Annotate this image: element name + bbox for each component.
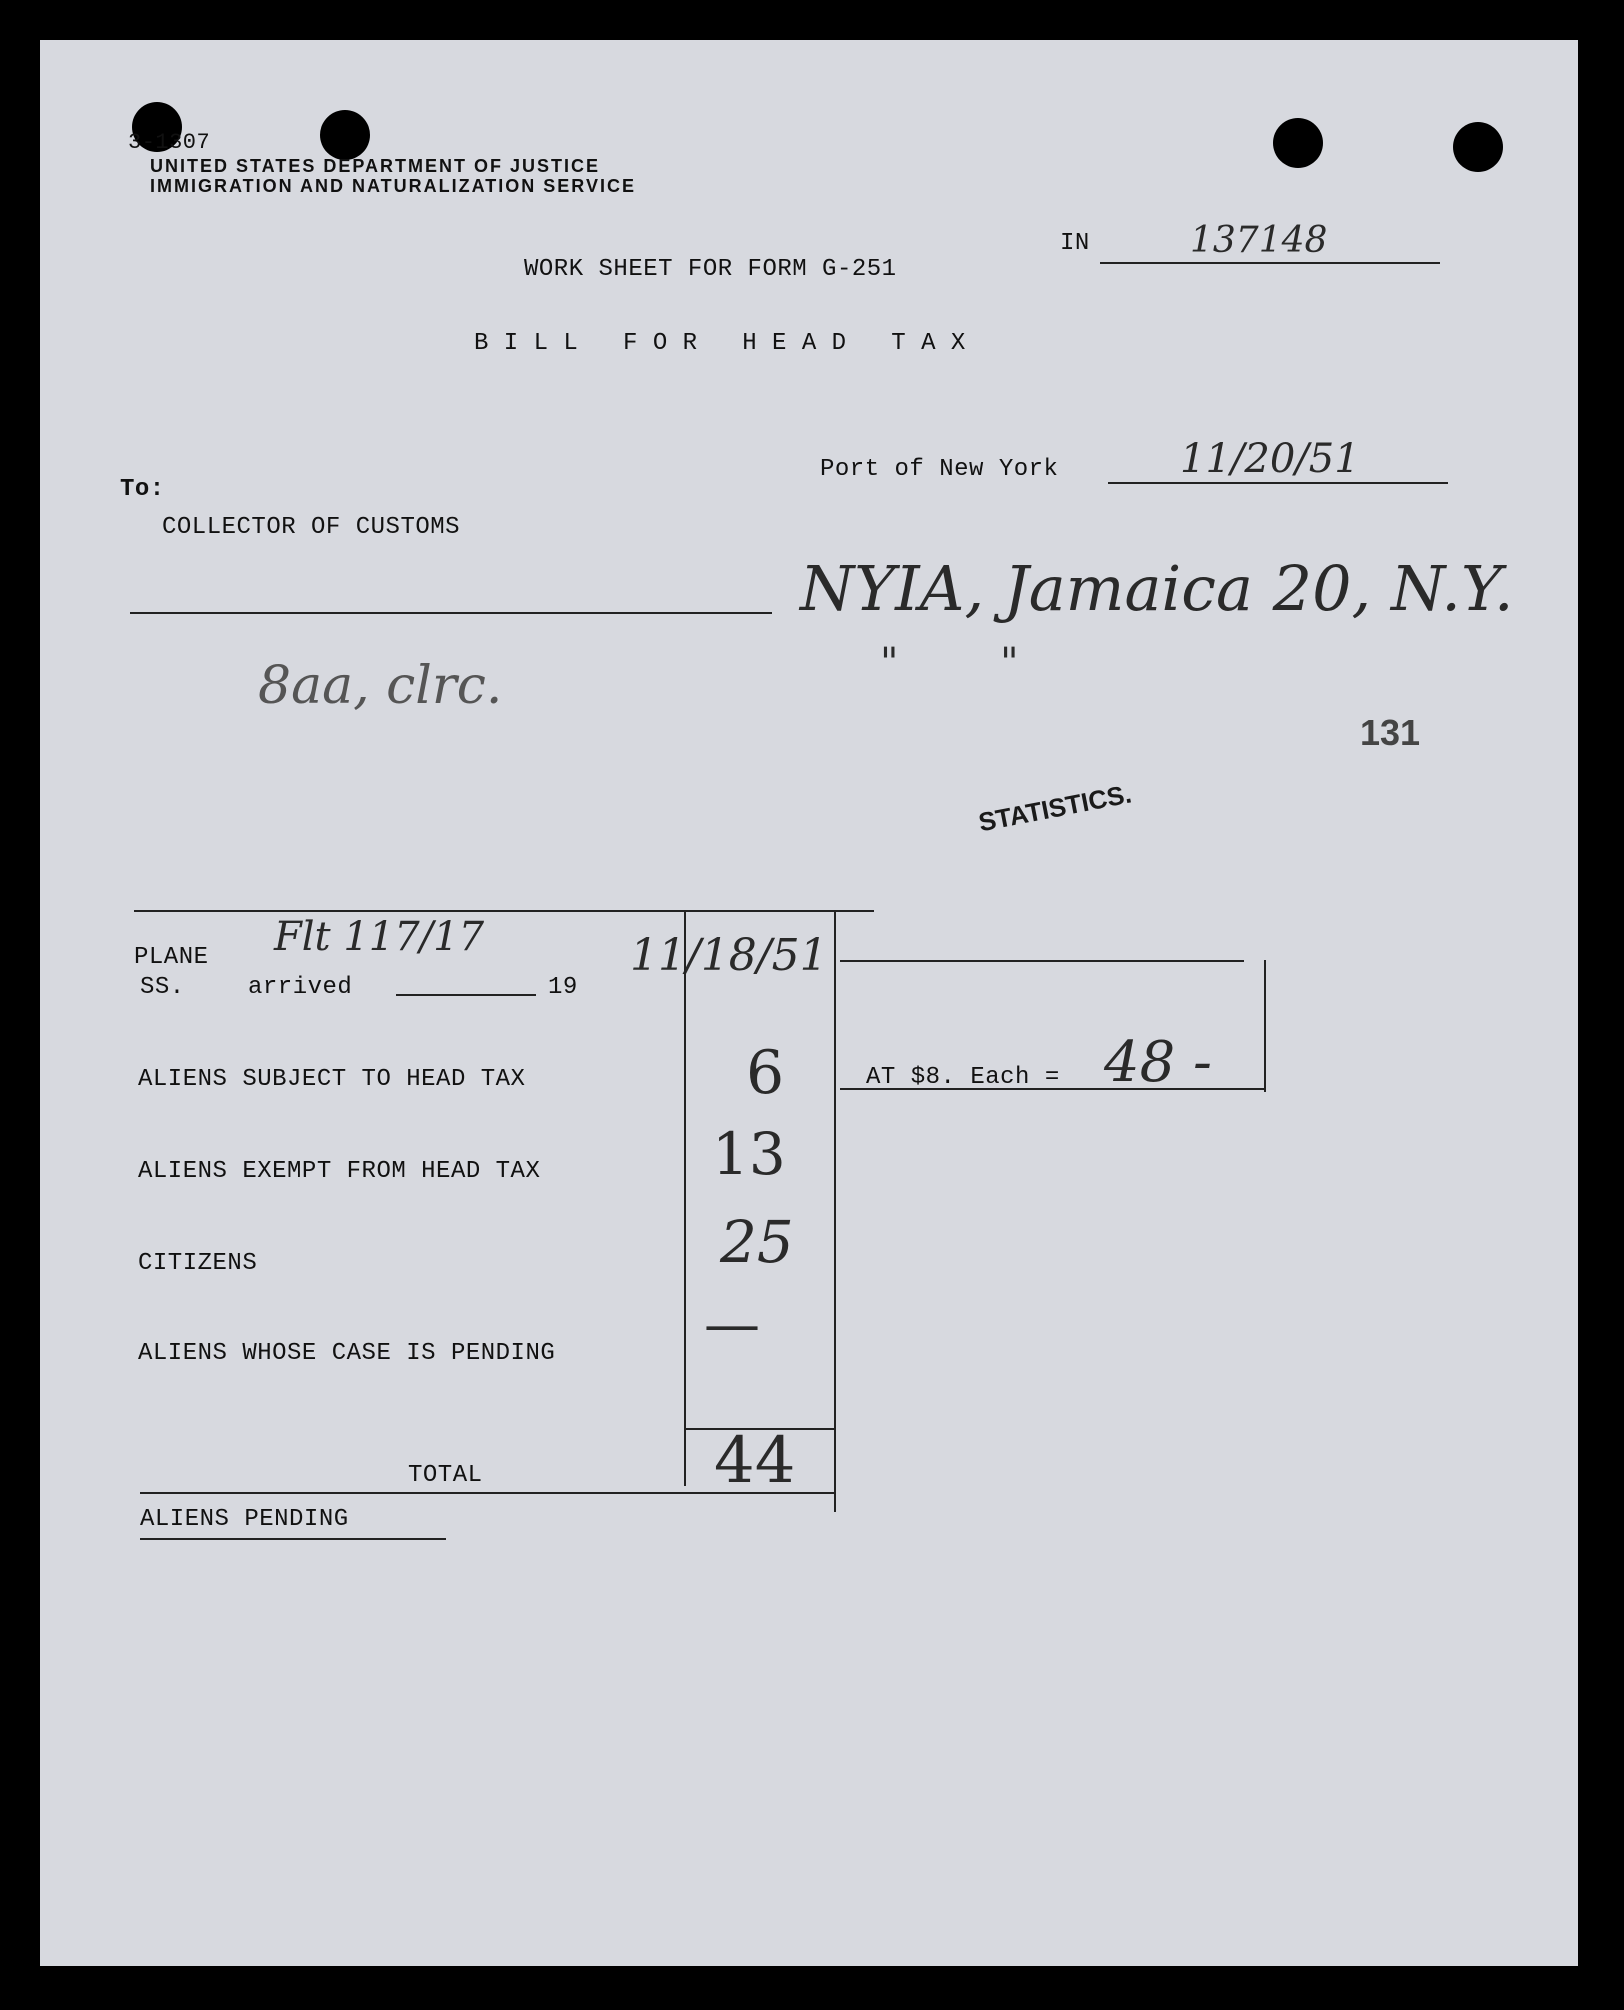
row-label-citizens: CITIZENS	[138, 1250, 258, 1277]
row-value-subject: 6	[746, 1038, 785, 1108]
row-label-subject: ALIENS SUBJECT TO HEAD TAX	[138, 1066, 526, 1093]
recipient-name: COLLECTOR OF CUSTOMS	[162, 514, 461, 541]
form-code: 3-1307	[128, 130, 211, 155]
rate-box-right	[1264, 960, 1266, 1092]
punch-hole	[320, 110, 370, 160]
page-number-stamp: 131	[1360, 712, 1421, 753]
plane-label: PLANE	[134, 944, 209, 971]
date-underline	[1108, 482, 1448, 484]
in-number: 137148	[1190, 220, 1328, 261]
arrived-underline	[396, 994, 536, 996]
to-label: To:	[120, 476, 165, 503]
aliens-pending-label: ALIENS PENDING	[140, 1506, 349, 1533]
form-title: WORK SHEET FOR FORM G-251	[524, 256, 897, 283]
punch-hole	[1453, 122, 1503, 172]
ss-label: SS.	[140, 974, 185, 1001]
statistics-stamp: STATISTICS.	[976, 778, 1134, 838]
row-value-exempt: 13	[712, 1120, 786, 1188]
rate-box-top	[840, 960, 1244, 962]
flight-number: Flt 117/17	[274, 914, 485, 960]
in-label: IN	[1060, 230, 1090, 257]
port-date: 11/20/51	[1180, 436, 1360, 482]
table-top-rule	[134, 910, 874, 912]
row-value-citizens: 25	[720, 1208, 794, 1276]
tax-amount: 48 -	[1104, 1030, 1212, 1095]
document-page	[40, 40, 1578, 1966]
address-underline	[130, 612, 772, 614]
column-left-rule	[684, 910, 686, 1486]
port-label: Port of New York	[820, 456, 1059, 483]
year-prefix: 19	[548, 974, 578, 1001]
punch-hole	[1273, 118, 1323, 168]
row-label-pending: ALIENS WHOSE CASE IS PENDING	[138, 1340, 556, 1367]
row-value-pending: —	[704, 1292, 760, 1357]
total-label: TOTAL	[408, 1462, 483, 1489]
arrival-date: 11/18/51	[630, 930, 828, 981]
note-handwritten: 8aa, clrc.	[258, 656, 503, 716]
service-name: IMMIGRATION AND NATURALIZATION SERVICE	[150, 176, 636, 196]
table-bottom-rule	[140, 1492, 836, 1494]
total-value: 44	[714, 1424, 796, 1498]
aliens-pending-underline	[140, 1538, 446, 1540]
in-number-underline	[1100, 262, 1440, 264]
column-right-rule	[834, 910, 836, 1512]
ditto-marks: " "	[880, 640, 1019, 686]
arrived-label: arrived	[248, 974, 353, 1001]
department-name: UNITED STATES DEPARTMENT OF JUSTICE	[150, 156, 601, 176]
row-label-exempt: ALIENS EXEMPT FROM HEAD TAX	[138, 1158, 541, 1185]
form-subtitle: B I L L F O R H E A D T A X	[474, 330, 966, 357]
location-handwritten: NYIA, Jamaica 20, N.Y.	[800, 552, 1514, 625]
rate-label: AT $8. Each =	[866, 1064, 1060, 1091]
